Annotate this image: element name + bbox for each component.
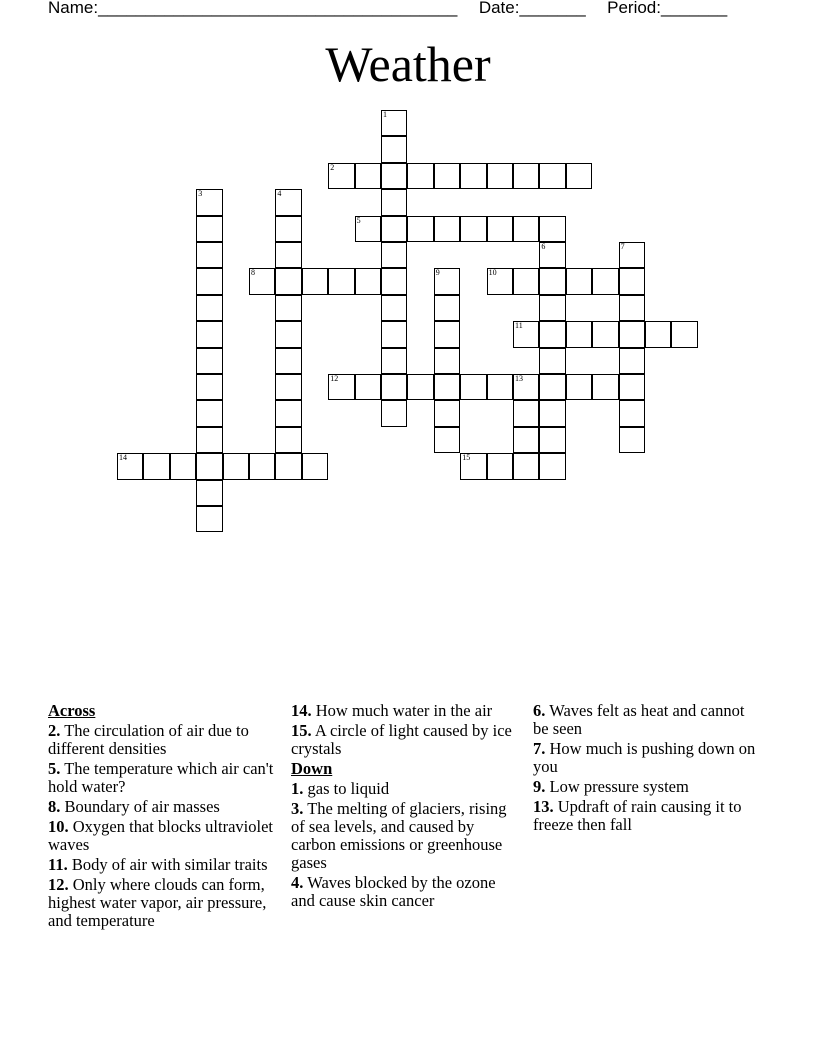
period-field[interactable]: _______ xyxy=(661,0,728,17)
grid-cell[interactable] xyxy=(434,427,460,453)
grid-cell[interactable] xyxy=(407,216,433,242)
grid-cell[interactable] xyxy=(539,348,565,374)
grid-cell[interactable] xyxy=(275,348,301,374)
grid-cell[interactable] xyxy=(539,427,565,453)
grid-cell[interactable] xyxy=(487,268,513,294)
grid-cell[interactable] xyxy=(328,374,354,400)
grid-cell[interactable] xyxy=(619,400,645,426)
clue-number: 2 xyxy=(330,162,335,172)
grid-cell[interactable] xyxy=(355,163,381,189)
grid-cell[interactable] xyxy=(381,400,407,426)
grid-cell[interactable] xyxy=(249,268,275,294)
grid-cell[interactable] xyxy=(196,295,222,321)
clue-number: 15 xyxy=(462,453,471,463)
grid-cell[interactable] xyxy=(381,321,407,347)
grid-cell[interactable] xyxy=(196,321,222,347)
clue-number: 13 xyxy=(515,374,523,383)
grid-cell[interactable] xyxy=(381,163,407,189)
grid-cell[interactable] xyxy=(513,427,539,453)
grid-cell[interactable] xyxy=(196,427,222,453)
grid-cell[interactable] xyxy=(539,453,565,479)
clue-number: 12 xyxy=(330,374,339,383)
clue-across-2: 2. The circulation of air due to different densities xyxy=(48,721,249,758)
grid-cell[interactable] xyxy=(487,374,513,400)
clues-column-2 xyxy=(291,702,523,912)
clue-down-4: 4. Waves blocked by the ozone and cause skin cancer xyxy=(291,873,496,910)
grid-cell[interactable] xyxy=(381,242,407,268)
clue-across-12: 12. Only where clouds can form, highest water vapor, air pressure, and temperature xyxy=(48,875,267,930)
grid-cell[interactable] xyxy=(619,242,645,268)
grid-cell[interactable] xyxy=(381,189,407,215)
grid-cell[interactable] xyxy=(619,268,645,294)
clue-across-8: 8. Boundary of air masses xyxy=(48,797,220,816)
grid-cell[interactable] xyxy=(539,374,565,400)
clue-number: 3 xyxy=(198,189,203,199)
grid-cell[interactable] xyxy=(196,453,222,479)
grid-cell[interactable] xyxy=(460,374,486,400)
grid-cell[interactable] xyxy=(328,163,354,189)
across-heading: Across xyxy=(48,701,96,720)
grid-cell[interactable] xyxy=(381,348,407,374)
clue-down-13: 13. Updraft of rain causing it to freeze then fall xyxy=(533,797,742,834)
down-heading: Down xyxy=(291,759,333,778)
grid-cell[interactable] xyxy=(460,163,486,189)
clue-down-1: 1. gas to liquid xyxy=(291,779,390,798)
grid-cell[interactable] xyxy=(275,216,301,242)
clue-number: 11 xyxy=(515,321,523,331)
grid-cell[interactable] xyxy=(619,374,645,400)
grid-cell[interactable] xyxy=(539,268,565,294)
grid-cell[interactable] xyxy=(381,136,407,162)
grid-cell[interactable] xyxy=(117,453,143,479)
clue-number: 8 xyxy=(251,268,255,278)
clue-down-7: 7. How much is pushing down on you xyxy=(533,739,756,776)
clue-number: 10 xyxy=(488,268,497,278)
grid-cell[interactable] xyxy=(196,242,222,268)
grid-cell[interactable] xyxy=(355,374,381,400)
clue-down-6: 6. Waves felt as heat and cannot be seen xyxy=(533,701,745,738)
grid-cell[interactable] xyxy=(434,348,460,374)
grid-cell[interactable] xyxy=(275,189,301,215)
grid-cell[interactable] xyxy=(566,268,592,294)
grid-cell[interactable] xyxy=(407,163,433,189)
grid-cell[interactable] xyxy=(513,374,539,400)
name-field[interactable]: ______________________________________ xyxy=(98,0,458,17)
grid-cell[interactable] xyxy=(275,453,301,479)
grid-cell[interactable] xyxy=(434,321,460,347)
clue-down-9: 9. Low pressure system xyxy=(533,777,689,796)
date-label: Date: xyxy=(478,0,520,17)
clues-column-3 xyxy=(533,702,763,836)
grid-cell[interactable] xyxy=(487,216,513,242)
grid-cell[interactable] xyxy=(619,348,645,374)
grid-cell[interactable] xyxy=(381,374,407,400)
grid-cell[interactable] xyxy=(566,163,592,189)
grid-cell[interactable] xyxy=(619,321,645,347)
grid-cell[interactable] xyxy=(196,506,222,532)
grid-cell[interactable] xyxy=(275,268,301,294)
grid-cell[interactable] xyxy=(539,242,565,268)
name-label: Name: xyxy=(48,0,99,17)
grid-cell[interactable] xyxy=(196,480,222,506)
grid-cell[interactable] xyxy=(275,400,301,426)
grid-cell[interactable] xyxy=(196,374,222,400)
clue-number: 7 xyxy=(620,242,625,251)
grid-cell[interactable] xyxy=(513,453,539,479)
grid-cell[interactable] xyxy=(196,268,222,294)
clue-number: 5 xyxy=(356,215,361,225)
grid-cell[interactable] xyxy=(487,163,513,189)
grid-cell[interactable] xyxy=(513,268,539,294)
grid-cell[interactable] xyxy=(355,216,381,242)
grid-cell[interactable] xyxy=(275,295,301,321)
grid-cell[interactable] xyxy=(381,268,407,294)
grid-cell[interactable] xyxy=(592,321,618,347)
grid-cell[interactable] xyxy=(539,295,565,321)
grid-cell[interactable] xyxy=(249,453,275,479)
clue-number: 9 xyxy=(435,268,440,278)
grid-cell[interactable] xyxy=(196,189,222,215)
grid-cell[interactable] xyxy=(275,427,301,453)
grid-cell[interactable] xyxy=(592,268,618,294)
grid-cell[interactable] xyxy=(487,453,513,479)
grid-cell[interactable] xyxy=(539,216,565,242)
grid-cell[interactable] xyxy=(223,453,249,479)
grid-cell[interactable] xyxy=(434,163,460,189)
period-label: Period: xyxy=(607,0,661,17)
grid-cell[interactable] xyxy=(566,374,592,400)
grid-cell[interactable] xyxy=(434,268,460,294)
clue-across-5: 5. The temperature which air can't hold water? xyxy=(48,759,274,796)
grid-cell[interactable] xyxy=(434,374,460,400)
grid-cell[interactable] xyxy=(513,216,539,242)
date-field[interactable]: _______ xyxy=(519,0,586,17)
clue-across-14: 14. How much water in the air xyxy=(291,701,493,720)
grid-cell[interactable] xyxy=(196,216,222,242)
grid-cell[interactable] xyxy=(645,321,671,347)
grid-cell[interactable] xyxy=(434,216,460,242)
grid-cell[interactable] xyxy=(381,295,407,321)
clue-number: 14 xyxy=(119,453,127,463)
clue-across-15: 15. A circle of light caused by ice crystals xyxy=(291,721,512,758)
grid-cell[interactable] xyxy=(539,163,565,189)
clue-across-11: 11. Body of air with similar traits xyxy=(48,855,268,874)
grid-cell[interactable] xyxy=(196,400,222,426)
grid-cell[interactable] xyxy=(381,110,407,136)
page-title: Weather xyxy=(325,36,491,92)
grid-cell[interactable] xyxy=(460,453,486,479)
clue-number: 6 xyxy=(541,242,546,251)
grid-cell[interactable] xyxy=(671,321,697,347)
grid-cell[interactable] xyxy=(539,321,565,347)
grid-cell[interactable] xyxy=(302,453,328,479)
grid-cell[interactable] xyxy=(460,216,486,242)
grid-cell[interactable] xyxy=(592,374,618,400)
grid-cell[interactable] xyxy=(275,321,301,347)
grid-cell[interactable] xyxy=(275,242,301,268)
grid-cell[interactable] xyxy=(275,374,301,400)
grid-cell[interactable] xyxy=(539,400,565,426)
grid-cell[interactable] xyxy=(407,374,433,400)
grid-cell[interactable] xyxy=(513,400,539,426)
grid-cell[interactable] xyxy=(328,268,354,294)
clue-down-3: 3. The melting of glaciers, rising of sea levels, and caused by carbon emissions or greenhouse gases xyxy=(291,799,507,872)
grid-cell[interactable] xyxy=(302,268,328,294)
grid-cell[interactable] xyxy=(566,321,592,347)
clue-number: 1 xyxy=(383,110,387,119)
grid-cell[interactable] xyxy=(434,295,460,321)
grid-cell[interactable] xyxy=(170,453,196,479)
grid-cell[interactable] xyxy=(143,453,169,479)
grid-cell[interactable] xyxy=(619,295,645,321)
clue-across-10: 10. Oxygen that blocks ultraviolet waves xyxy=(48,817,273,854)
grid-cell[interactable] xyxy=(513,163,539,189)
clue-number: 4 xyxy=(277,189,282,199)
grid-cell[interactable] xyxy=(619,427,645,453)
grid-cell[interactable] xyxy=(196,348,222,374)
grid-cell[interactable] xyxy=(355,268,381,294)
grid-cell[interactable] xyxy=(434,400,460,426)
grid-cell[interactable] xyxy=(381,216,407,242)
grid-cell[interactable] xyxy=(513,321,539,347)
clues-column-1 xyxy=(48,702,278,932)
